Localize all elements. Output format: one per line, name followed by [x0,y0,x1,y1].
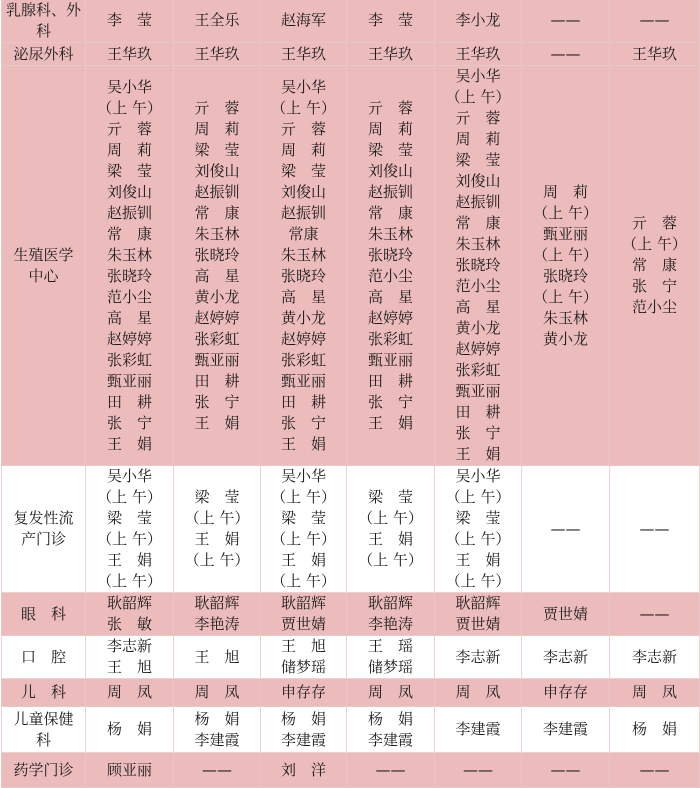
schedule-cell: 贾世婧 [522,593,610,636]
schedule-cell: 杨 娟 [86,707,174,753]
schedule-cell: 王华玖 [347,43,435,66]
doctor-schedule-table [1,0,700,788]
schedule-cell: 梁 莹 （上 午） 王 娟 （上 午） [347,466,435,593]
schedule-cell: 耿韶辉 贾世婧 [435,593,522,636]
schedule-cell: 周 凤 [174,679,261,707]
department-name: 儿童保健 科 [2,707,86,753]
schedule-cell: 李志新 [435,636,522,679]
schedule-cell: —— [174,753,261,788]
schedule-cell: 王华玖 [86,43,174,66]
schedule-cell: 李志新 王 旭 [86,636,174,679]
schedule-cell: —— [522,43,610,66]
schedule-cell: 吴小华 （上 午） 梁 莹 （上 午） 王 娟 （上 午） [261,466,347,593]
department-name: 泌尿外科 [2,43,86,66]
schedule-cell: 李 莹 [347,0,435,43]
schedule-cell: —— [610,593,700,636]
schedule-cell: —— [435,753,522,788]
schedule-cell: 申存存 [261,679,347,707]
schedule-cell: —— [610,0,700,43]
schedule-cell: 李志新 [522,636,610,679]
schedule-cell: 王华玖 [261,43,347,66]
table-row [2,679,700,707]
schedule-cell: —— [610,753,700,788]
table-row [2,753,700,788]
schedule-cell: 王华玖 [174,43,261,66]
schedule-cell: 李 莹 [86,0,174,43]
schedule-cell: 周 凤 [610,679,700,707]
schedule-cell: 杨 娟 [610,707,700,753]
schedule-cell: —— [522,466,610,593]
schedule-cell: 王华玖 [610,43,700,66]
schedule-cell: 周 凤 [347,679,435,707]
department-name: 儿 科 [2,679,86,707]
schedule-cell: 李建霞 [522,707,610,753]
schedule-cell: 周 凤 [86,679,174,707]
department-name: 口 腔 [2,636,86,679]
schedule-cell: 申存存 [522,679,610,707]
department-name: 复发性流 产门诊 [2,466,86,593]
schedule-cell: 吴小华 （上 午） 亓 蓉 周 莉 梁 莹 刘俊山 赵振钏 常 康 朱玉林 张晓玲 范小尘 高 星 赵婷婷 张彩虹 甄亚丽 田 耕 张 宁 王 娟 [86,66,174,466]
schedule-cell: 耿韶辉 张 敏 [86,593,174,636]
schedule-cell: —— [522,0,610,43]
schedule-cell: 王华玖 [435,43,522,66]
schedule-cell: 吴小华 （上 午） 亓 蓉 周 莉 梁 莹 刘俊山 赵振钏 常 康 朱玉林 张晓玲 范小尘 高 星 黄小龙 赵婷婷 张彩虹 甄亚丽 田 耕 张 宁 王 娟 [435,66,522,466]
schedule-cell: 耿韶辉 李艳涛 [347,593,435,636]
schedule-cell: 王 瑶 储梦瑶 [347,636,435,679]
schedule-cell: 耿韶辉 贾世婧 [261,593,347,636]
schedule-cell: 梁 莹 （上 午） 王 娟 （上 午） [174,466,261,593]
schedule-cell: 李小龙 [435,0,522,43]
schedule-cell: 吴小华 （上 午） 亓 蓉 周 莉 梁 莹 刘俊山 赵振钏 常康 朱玉林 张晓玲 高 星 黄小龙 赵婷婷 张彩虹 甄亚丽 田 耕 张 宁 王 娟 [261,66,347,466]
schedule-cell: 吴小华 （上 午） 梁 莹 （上 午） 王 娟 （上 午） [86,466,174,593]
department-name: 生殖医学 中心 [2,66,86,466]
table-row [2,707,700,753]
schedule-cell: 杨 娟 李建霞 [174,707,261,753]
department-name: 乳腺科、外科 [2,0,86,43]
schedule-cell: 王全乐 [174,0,261,43]
schedule-cell: —— [347,753,435,788]
schedule-cell: 李志新 [610,636,700,679]
table-row [2,66,700,466]
schedule-cell: 周 凤 [435,679,522,707]
table-row [2,0,700,43]
schedule-cell: —— [610,466,700,593]
table-row [2,466,700,593]
schedule-cell: 吴小华 （上 午） 梁 莹 （上 午） 王 娟 （上 午） [435,466,522,593]
schedule-cell: 亓 蓉 周 莉 梁 莹 刘俊山 赵振钏 常 康 朱玉林 张晓玲 范小尘 高 星 赵婷婷 张彩虹 甄亚丽 田 耕 张 宁 王 娟 [347,66,435,466]
schedule-cell: 亓 蓉 周 莉 梁 莹 刘俊山 赵振钏 常 康 朱玉林 张晓玲 高 星 黄小龙 赵婷婷 张彩虹 甄亚丽 田 耕 张 宁 王 娟 [174,66,261,466]
schedule-cell: 杨 娟 李建霞 [261,707,347,753]
schedule-cell: 周 莉 （上 午） 甄亚丽 （上 午） 张晓玲 （上 午） 朱玉林 黄小龙 [522,66,610,466]
schedule-cell: 亓 蓉 （上 午） 常 康 张 宁 范小尘 [610,66,700,466]
table-row [2,636,700,679]
schedule-cell: 顾亚丽 [86,753,174,788]
table-row [2,43,700,66]
department-name: 药学门诊 [2,753,86,788]
schedule-body [2,0,700,788]
schedule-cell: 李建霞 [435,707,522,753]
schedule-cell: 刘 洋 [261,753,347,788]
schedule-cell: —— [522,753,610,788]
table-row [2,593,700,636]
schedule-cell: 杨 娟 李建霞 [347,707,435,753]
schedule-cell: 王 旭 储梦瑶 [261,636,347,679]
schedule-cell: 耿韶辉 李艳涛 [174,593,261,636]
department-name: 眼 科 [2,593,86,636]
schedule-cell: 王 旭 [174,636,261,679]
schedule-cell: 赵海军 [261,0,347,43]
